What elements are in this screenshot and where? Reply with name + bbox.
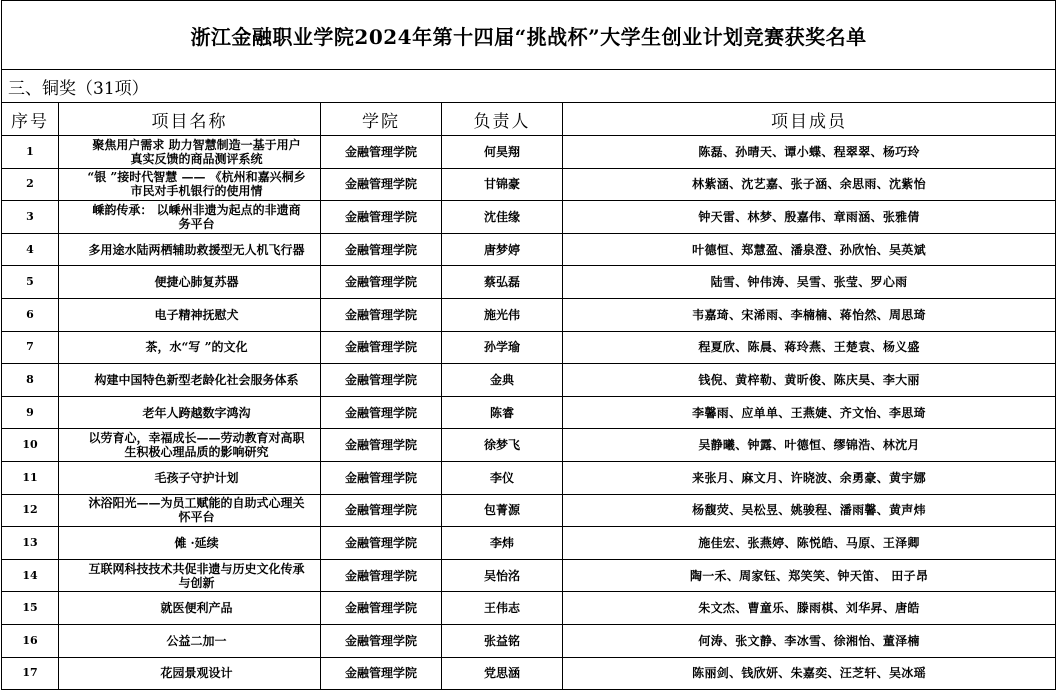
row-members: 何涛、张文静、李冰雪、徐湘怡、董泽楠 <box>563 624 1056 657</box>
row-index: 1 <box>2 136 59 169</box>
row-project-name <box>59 364 321 397</box>
table-row <box>2 592 1056 625</box>
column-header-row <box>2 103 1056 136</box>
row-index: 13 <box>2 527 59 560</box>
table-row <box>2 624 1056 657</box>
row-project-name <box>59 592 321 625</box>
row-project-name <box>59 396 321 429</box>
table-row <box>2 168 1056 201</box>
row-leader: 张益铭 <box>442 624 563 657</box>
row-project-name <box>59 429 321 462</box>
table-row <box>2 559 1056 592</box>
row-members: 韦嘉琦、宋浠雨、李楠楠、蒋怡然、周思琦 <box>563 298 1056 331</box>
table-row <box>2 233 1056 266</box>
table-row <box>2 461 1056 494</box>
row-index: 9 <box>2 396 59 429</box>
row-project-name <box>59 331 321 364</box>
title-row <box>2 1 1056 70</box>
row-college: 金融管理学院 <box>321 168 442 201</box>
row-leader: 李炜 <box>442 527 563 560</box>
row-index: 2 <box>2 168 59 201</box>
section-heading: 三、铜奖（31项） <box>2 70 1056 103</box>
row-leader: 徐梦飞 <box>442 429 563 462</box>
row-leader: 唐梦婷 <box>442 233 563 266</box>
row-leader: 金典 <box>442 364 563 397</box>
row-college: 金融管理学院 <box>321 461 442 494</box>
row-index: 10 <box>2 429 59 462</box>
row-project-name-text: 多用途水陆两栖辅助救援型无人机飞行器 <box>88 242 305 257</box>
row-members: 陈丽剑、钱欣妍、朱嘉奕、汪芝轩、吴冰瑶 <box>563 657 1056 690</box>
row-project-name <box>59 461 321 494</box>
table-row <box>2 298 1056 331</box>
row-project-name <box>59 657 321 690</box>
row-members: 钟天雷、林梦、殷嘉伟、章雨涵、张雅倩 <box>563 201 1056 234</box>
row-leader: 施光伟 <box>442 298 563 331</box>
row-index: 5 <box>2 266 59 299</box>
row-project-name <box>59 298 321 331</box>
table-row <box>2 396 1056 429</box>
row-project-name-text: 沐浴阳光——为员工赋能的自助式心理关怀平台 <box>88 496 305 525</box>
row-leader: 沈佳缘 <box>442 201 563 234</box>
row-index: 8 <box>2 364 59 397</box>
row-leader: 吴怡洺 <box>442 559 563 592</box>
row-college: 金融管理学院 <box>321 364 442 397</box>
row-leader: 何昊翔 <box>442 136 563 169</box>
row-members: 程夏欣、陈晨、蒋玲燕、王楚袁、杨义盛 <box>563 331 1056 364</box>
header-college: 学院 <box>321 103 442 136</box>
row-college: 金融管理学院 <box>321 657 442 690</box>
row-index: 11 <box>2 461 59 494</box>
row-index: 14 <box>2 559 59 592</box>
row-index: 3 <box>2 201 59 234</box>
row-college: 金融管理学院 <box>321 559 442 592</box>
row-project-name <box>59 136 321 169</box>
row-college: 金融管理学院 <box>321 331 442 364</box>
row-index: 16 <box>2 624 59 657</box>
row-project-name <box>59 233 321 266</box>
row-college: 金融管理学院 <box>321 136 442 169</box>
row-leader: 党思涵 <box>442 657 563 690</box>
row-leader: 李仪 <box>442 461 563 494</box>
row-index: 12 <box>2 494 59 527</box>
row-project-name <box>59 494 321 527</box>
sheet-title: 浙江金融职业学院2024年第十四届“挑战杯”大学生创业计划竞赛获奖名单 <box>2 1 1056 70</box>
row-college: 金融管理学院 <box>321 298 442 331</box>
row-leader: 甘锦豪 <box>442 168 563 201</box>
row-project-name-text: 以劳育心，幸福成长——劳动教育对高职生积极心理品质的影响研究 <box>88 431 305 460</box>
row-index: 7 <box>2 331 59 364</box>
row-project-name <box>59 624 321 657</box>
row-members: 来张月、麻文月、许晓波、余勇豪、黄宇娜 <box>563 461 1056 494</box>
header-index: 序号 <box>2 103 59 136</box>
row-college: 金融管理学院 <box>321 233 442 266</box>
row-leader: 孙学瑜 <box>442 331 563 364</box>
row-project-name-text: 互联网科技技术共促非遗与历史文化传承与创新 <box>88 561 305 590</box>
row-project-name <box>59 168 321 201</box>
table-row <box>2 136 1056 169</box>
row-members: 李馨雨、应单单、王燕婕、齐文怡、李思琦 <box>563 396 1056 429</box>
row-college: 金融管理学院 <box>321 592 442 625</box>
section-row <box>2 70 1056 103</box>
row-project-name <box>59 527 321 560</box>
table-row <box>2 527 1056 560</box>
row-project-name-text: 茶，水“写 ”的文化 <box>145 340 248 355</box>
row-project-name-text: 聚焦用户需求 助力智慧制造一基于用户真实反馈的商品测评系统 <box>92 137 301 166</box>
row-college: 金融管理学院 <box>321 624 442 657</box>
row-project-name-text: 花园景观设计 <box>160 666 233 681</box>
award-table <box>1 0 1056 690</box>
row-members: 朱文杰、曹童乐、滕雨棋、刘华昇、唐皓 <box>563 592 1056 625</box>
row-project-name-text: 嵊韵传承： 以嵊州非遗为起点的非遗商务平台 <box>92 202 301 231</box>
table-row <box>2 494 1056 527</box>
row-members: 陶一禾、周家钰、郑笑笑、钟天笛、 田子昂 <box>563 559 1056 592</box>
row-college: 金融管理学院 <box>321 494 442 527</box>
row-members: 陈磊、孙晴天、谭小蝶、程翠翠、杨巧玲 <box>563 136 1056 169</box>
row-leader: 蔡弘磊 <box>442 266 563 299</box>
header-members: 项目成员 <box>563 103 1056 136</box>
table-row <box>2 331 1056 364</box>
row-members: 施佳宏、张燕婷、陈悦皓、马原、王泽卿 <box>563 527 1056 560</box>
row-index: 15 <box>2 592 59 625</box>
row-leader: 王伟志 <box>442 592 563 625</box>
row-leader: 包菁源 <box>442 494 563 527</box>
row-members: 钱倪、黄梓勒、黄昕俊、陈庆昊、李大丽 <box>563 364 1056 397</box>
row-college: 金融管理学院 <box>321 396 442 429</box>
row-project-name-text: 公益二加一 <box>166 633 227 648</box>
row-project-name-text: 电子精神抚慰犬 <box>154 307 239 322</box>
row-project-name <box>59 266 321 299</box>
row-index: 17 <box>2 657 59 690</box>
table-row <box>2 266 1056 299</box>
row-college: 金融管理学院 <box>321 201 442 234</box>
row-college: 金融管理学院 <box>321 266 442 299</box>
table-row <box>2 201 1056 234</box>
row-members: 陆雪、钟伟涛、吴雪、张莹、罗心雨 <box>563 266 1056 299</box>
table-row <box>2 364 1056 397</box>
row-index: 4 <box>2 233 59 266</box>
table-row <box>2 429 1056 462</box>
row-project-name-text: 毛孩子守护计划 <box>154 470 239 485</box>
row-leader: 陈睿 <box>442 396 563 429</box>
row-college: 金融管理学院 <box>321 429 442 462</box>
row-members: 叶德恒、郑慧盈、潘泉澄、孙欣怡、吴英斌 <box>563 233 1056 266</box>
row-college: 金融管理学院 <box>321 527 442 560</box>
row-members: 吴静曦、钟露、叶德恒、缪锦浩、林沈月 <box>563 429 1056 462</box>
row-project-name-text: 便捷心肺复苏器 <box>154 275 239 290</box>
row-project-name-text: 构建中国特色新型老龄化社会服务体系 <box>94 372 299 387</box>
table-row <box>2 657 1056 690</box>
header-project: 项目名称 <box>59 103 321 136</box>
row-project-name-text: “银 ”接时代智慧 —— 《杭州和嘉兴桐乡市民对手机银行的使用情 <box>87 170 306 199</box>
header-leader: 负责人 <box>442 103 563 136</box>
row-members: 杨馥荧、吴松昱、姚骏程、潘雨馨、黄声炜 <box>563 494 1056 527</box>
row-project-name-text: 就医便利产品 <box>160 601 233 616</box>
row-project-name <box>59 201 321 234</box>
row-project-name-text: 老年人跨越数字鸿沟 <box>142 405 251 420</box>
row-members: 林紫涵、沈艺嘉、张子涵、余思雨、沈紫怡 <box>563 168 1056 201</box>
row-project-name <box>59 559 321 592</box>
row-project-name-text: 傩 ·延续 <box>174 535 219 550</box>
row-index: 6 <box>2 298 59 331</box>
